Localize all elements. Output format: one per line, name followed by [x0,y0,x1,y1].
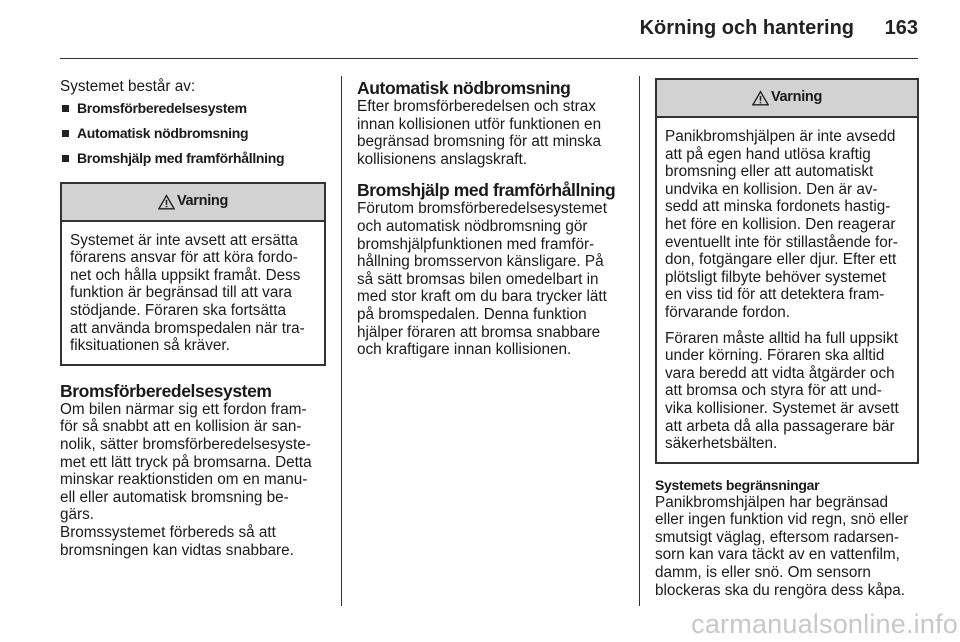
body-paragraph: Om bilen närmar sig ett fordon fram- för så snabbt att en kollision är san- nolik, sätter bromsförberedelsesyste- met ett lätt tryck på bromsarna. Detta minskar reaktionstiden om en manu- ell eller automatisk bromsning be- gärs. [60,400,312,524]
list-item: Automatisk nödbromsning [60,121,326,146]
section-heading: Bromshjälp med framförhållning [357,180,616,201]
section-heading: Automatisk nödbromsning [357,78,571,98]
left-column [60,78,326,559]
warning-paragraph: Föraren måste alltid ha full uppsikt under körning. Föraren ska alltid vara beredd att vidta åtgärder och att bromsa och styra för att und- vika kollisioner. Systemet är avsett att arbeta då alla passagerare bär säkerhetsbälten. [665,329,899,453]
bullet-square-icon [62,155,69,162]
component-list [60,96,326,171]
section-heading: Bromsförberedelsesystem [60,380,272,401]
body-paragraph: Efter bromsförberedelsen och strax innan kollisionen utför funktionen en begränsad bromsning för att minska kollisionens anslagskraft. [357,98,602,168]
warning-paragraph: Panikbromshjälpen är inte avsedd att på egen hand utlösa kraftig bromsning eller att automatiskt undvika en kollision. Den är av- sedd att minska fordonets hastig- het före en kollision. Den reagerar eventuellt inte för stillastående for- don, fotgängare eller djur. Efter ett plötsligt filbyte behöver systemet en viss tid för att detektera fram- förvarande fordon. [665,128,898,321]
body-paragraph: Panikbromshjälpen har begränsad eller ingen funktion vid regn, snö eller smutsigt väglag, eftersom radarsen- sorn kan vara täckt av en vattenfilm, damm, is eller snö. Om sensorn blockeras ska du rengöra dess kåpa. [655,493,909,599]
body-paragraph: Bromssystemet förbereds så att bromsningen kan vidtas snabbare. [60,523,294,559]
warning-text: Systemet är inte avsett att ersätta förarens ansvar för att köra fordo- net och hålla uppsikt framåt. Dess funktion är begränsad till att vara stödjande. Föraren ska fortsätta att använda bromspedalen när tra- fiksituationen så kräver. [70,231,305,355]
list-item: Bromshjälp med framförhållning [60,146,326,171]
column-divider-left [341,76,342,606]
warning-box [60,182,326,366]
body-paragraph: Förutom bromsförberedelsesystemet och automatisk nödbromsning gör bromshjälpfunktionen med framför- hållning bromsservon känsligare. På så sätt bromsas bilen omedelbart in med stor kraft om du bara trycker lätt på bromspedalen. Denna funktion hjälper föraren att bromsa snabbare och kraftigare innan kollisionen. [357,200,607,359]
section-heading: Systemets begränsningar [655,476,820,493]
warning-header [62,184,324,222]
watermark: carmanualsonline.info [691,609,958,639]
page-number: 163 [884,17,918,39]
bullet-square-icon [62,105,69,112]
warning-triangle-icon [158,194,175,210]
middle-column [357,78,625,359]
right-column [655,78,919,599]
warning-box [655,78,919,464]
header-rule [60,58,918,59]
warning-header [657,80,917,118]
warning-title: Varning [176,192,229,209]
warning-title: Varning [770,89,823,106]
column-divider-right [639,76,640,606]
header-title: Körning och hantering [639,17,854,39]
list-item: Bromsförberedelsesystem [60,96,326,121]
intro-text: Systemet består av: [60,78,196,95]
warning-text [657,118,917,462]
page-header [60,0,918,58]
warning-triangle-icon [752,90,769,106]
bullet-square-icon [62,130,69,137]
